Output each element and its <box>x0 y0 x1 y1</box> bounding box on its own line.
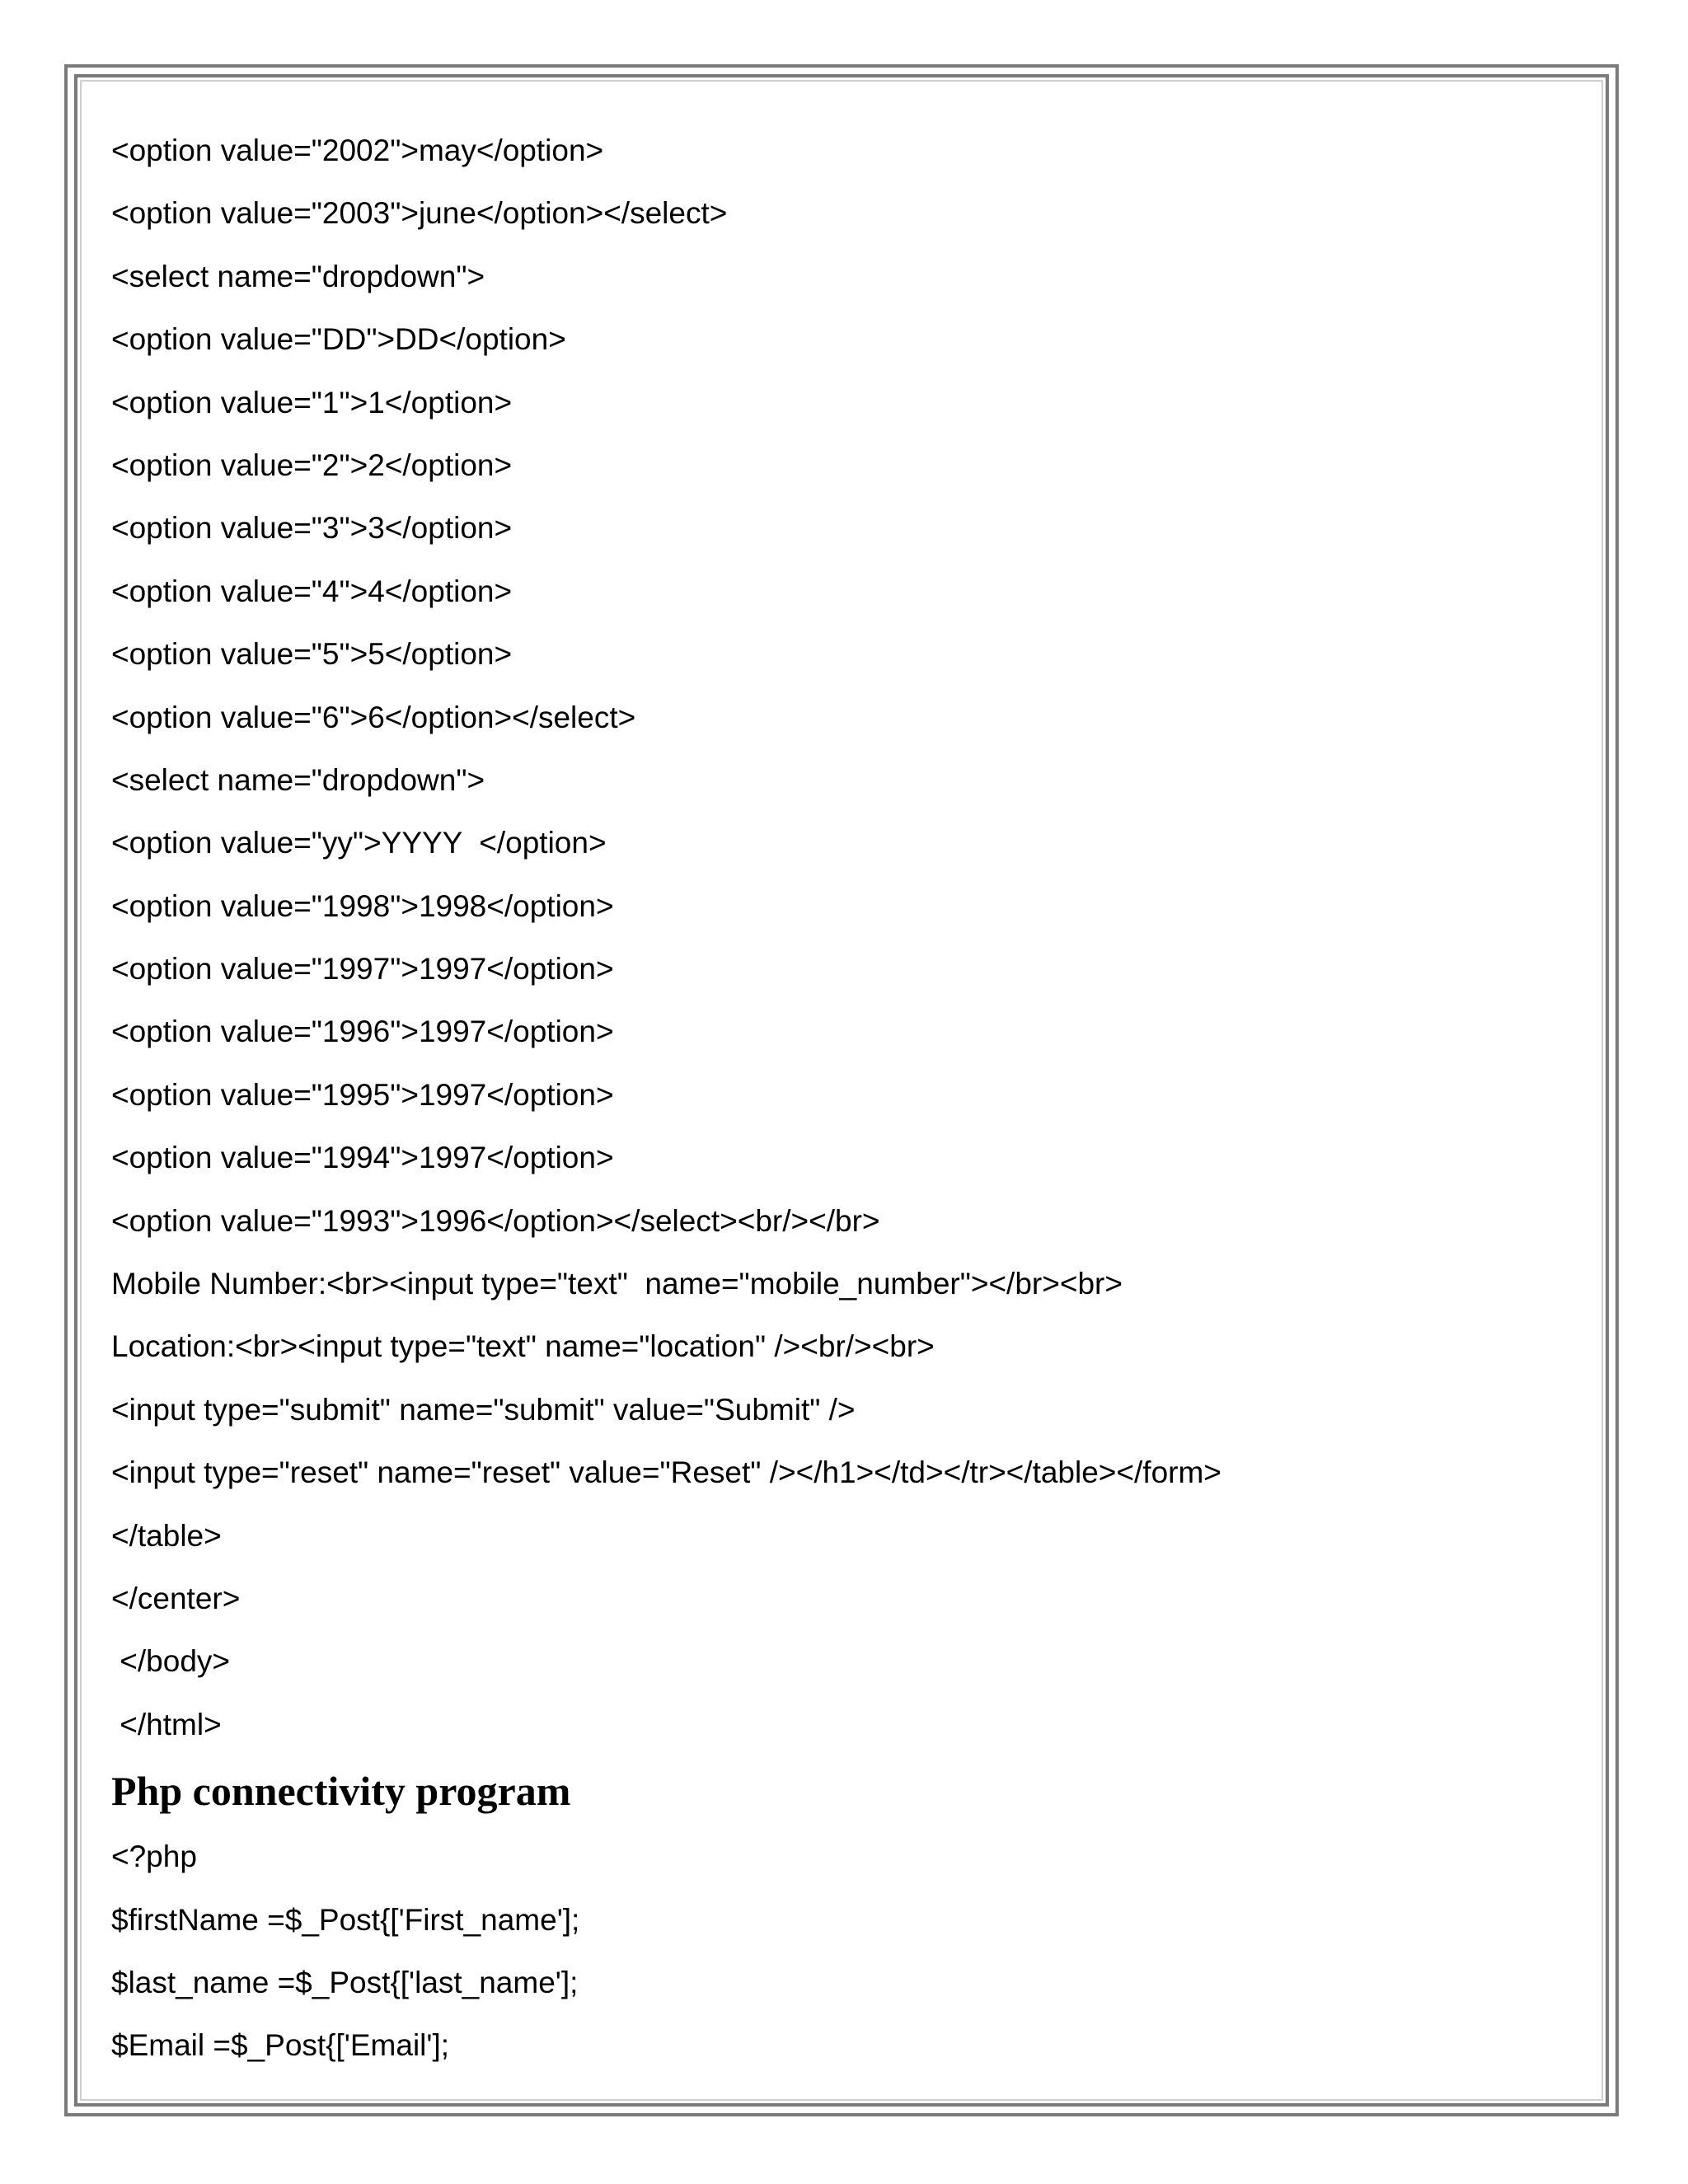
code-line: </center> <box>111 1581 241 1615</box>
code-block-php <box>111 1825 1562 2078</box>
code-line: <option value="1994">1997</option> <box>111 1141 614 1175</box>
code-line: </table> <box>111 1518 222 1553</box>
code-line: <option value="yy">YYYY </option> <box>111 826 607 860</box>
code-line: <select name="dropdown"> <box>111 762 485 797</box>
code-line: </html> <box>111 1707 222 1741</box>
section-heading: Php connectivity program <box>111 1768 571 1815</box>
code-line: <input type="reset" name="reset" value="Reset" /></h1></td></tr></table></form> <box>111 1455 1221 1490</box>
code-line: <option value="1993">1996</option></select><br/></br> <box>111 1203 880 1238</box>
code-line: <option value="1">1</option> <box>111 385 513 419</box>
code-line: <option value="6">6</option></select> <box>111 700 636 734</box>
code-line: <option value="2003">june</option></select> <box>111 196 728 231</box>
code-line: <option value="1997">1997</option> <box>111 952 614 987</box>
code-line: <?php <box>111 1840 197 1874</box>
code-line: <option value="3">3</option> <box>111 511 513 546</box>
code-line: <option value="1998">1998</option> <box>111 888 614 923</box>
code-line: <select name="dropdown"> <box>111 259 485 293</box>
code-line: Location:<br><input type="text" name="location" /><br/><br> <box>111 1329 935 1364</box>
code-line: $Email =$_Post{['Email']; <box>111 2028 450 2063</box>
code-line: <option value="1996">1997</option> <box>111 1015 614 1049</box>
code-line: Mobile Number:<br><input type="text" name="mobile_number"></br><br> <box>111 1267 1123 1301</box>
code-line: <option value="5">5</option> <box>111 637 513 672</box>
code-line: </body> <box>111 1644 231 1679</box>
code-line: <input type="submit" name="submit" value="Submit" /> <box>111 1392 856 1427</box>
code-line: <option value="DD">DD</option> <box>111 322 566 357</box>
document-body <box>111 120 1562 2078</box>
code-line: $firstName =$_Post{['First_name']; <box>111 1902 580 1937</box>
code-line: $last_name =$_Post{['last_name']; <box>111 1965 579 1999</box>
code-line: <option value="4">4</option> <box>111 574 513 608</box>
code-line: <option value="2002">may</option> <box>111 134 604 167</box>
code-line: <option value="2">2</option> <box>111 448 513 482</box>
code-block-html <box>111 120 1562 1756</box>
code-line: <option value="1995">1997</option> <box>111 1077 614 1112</box>
